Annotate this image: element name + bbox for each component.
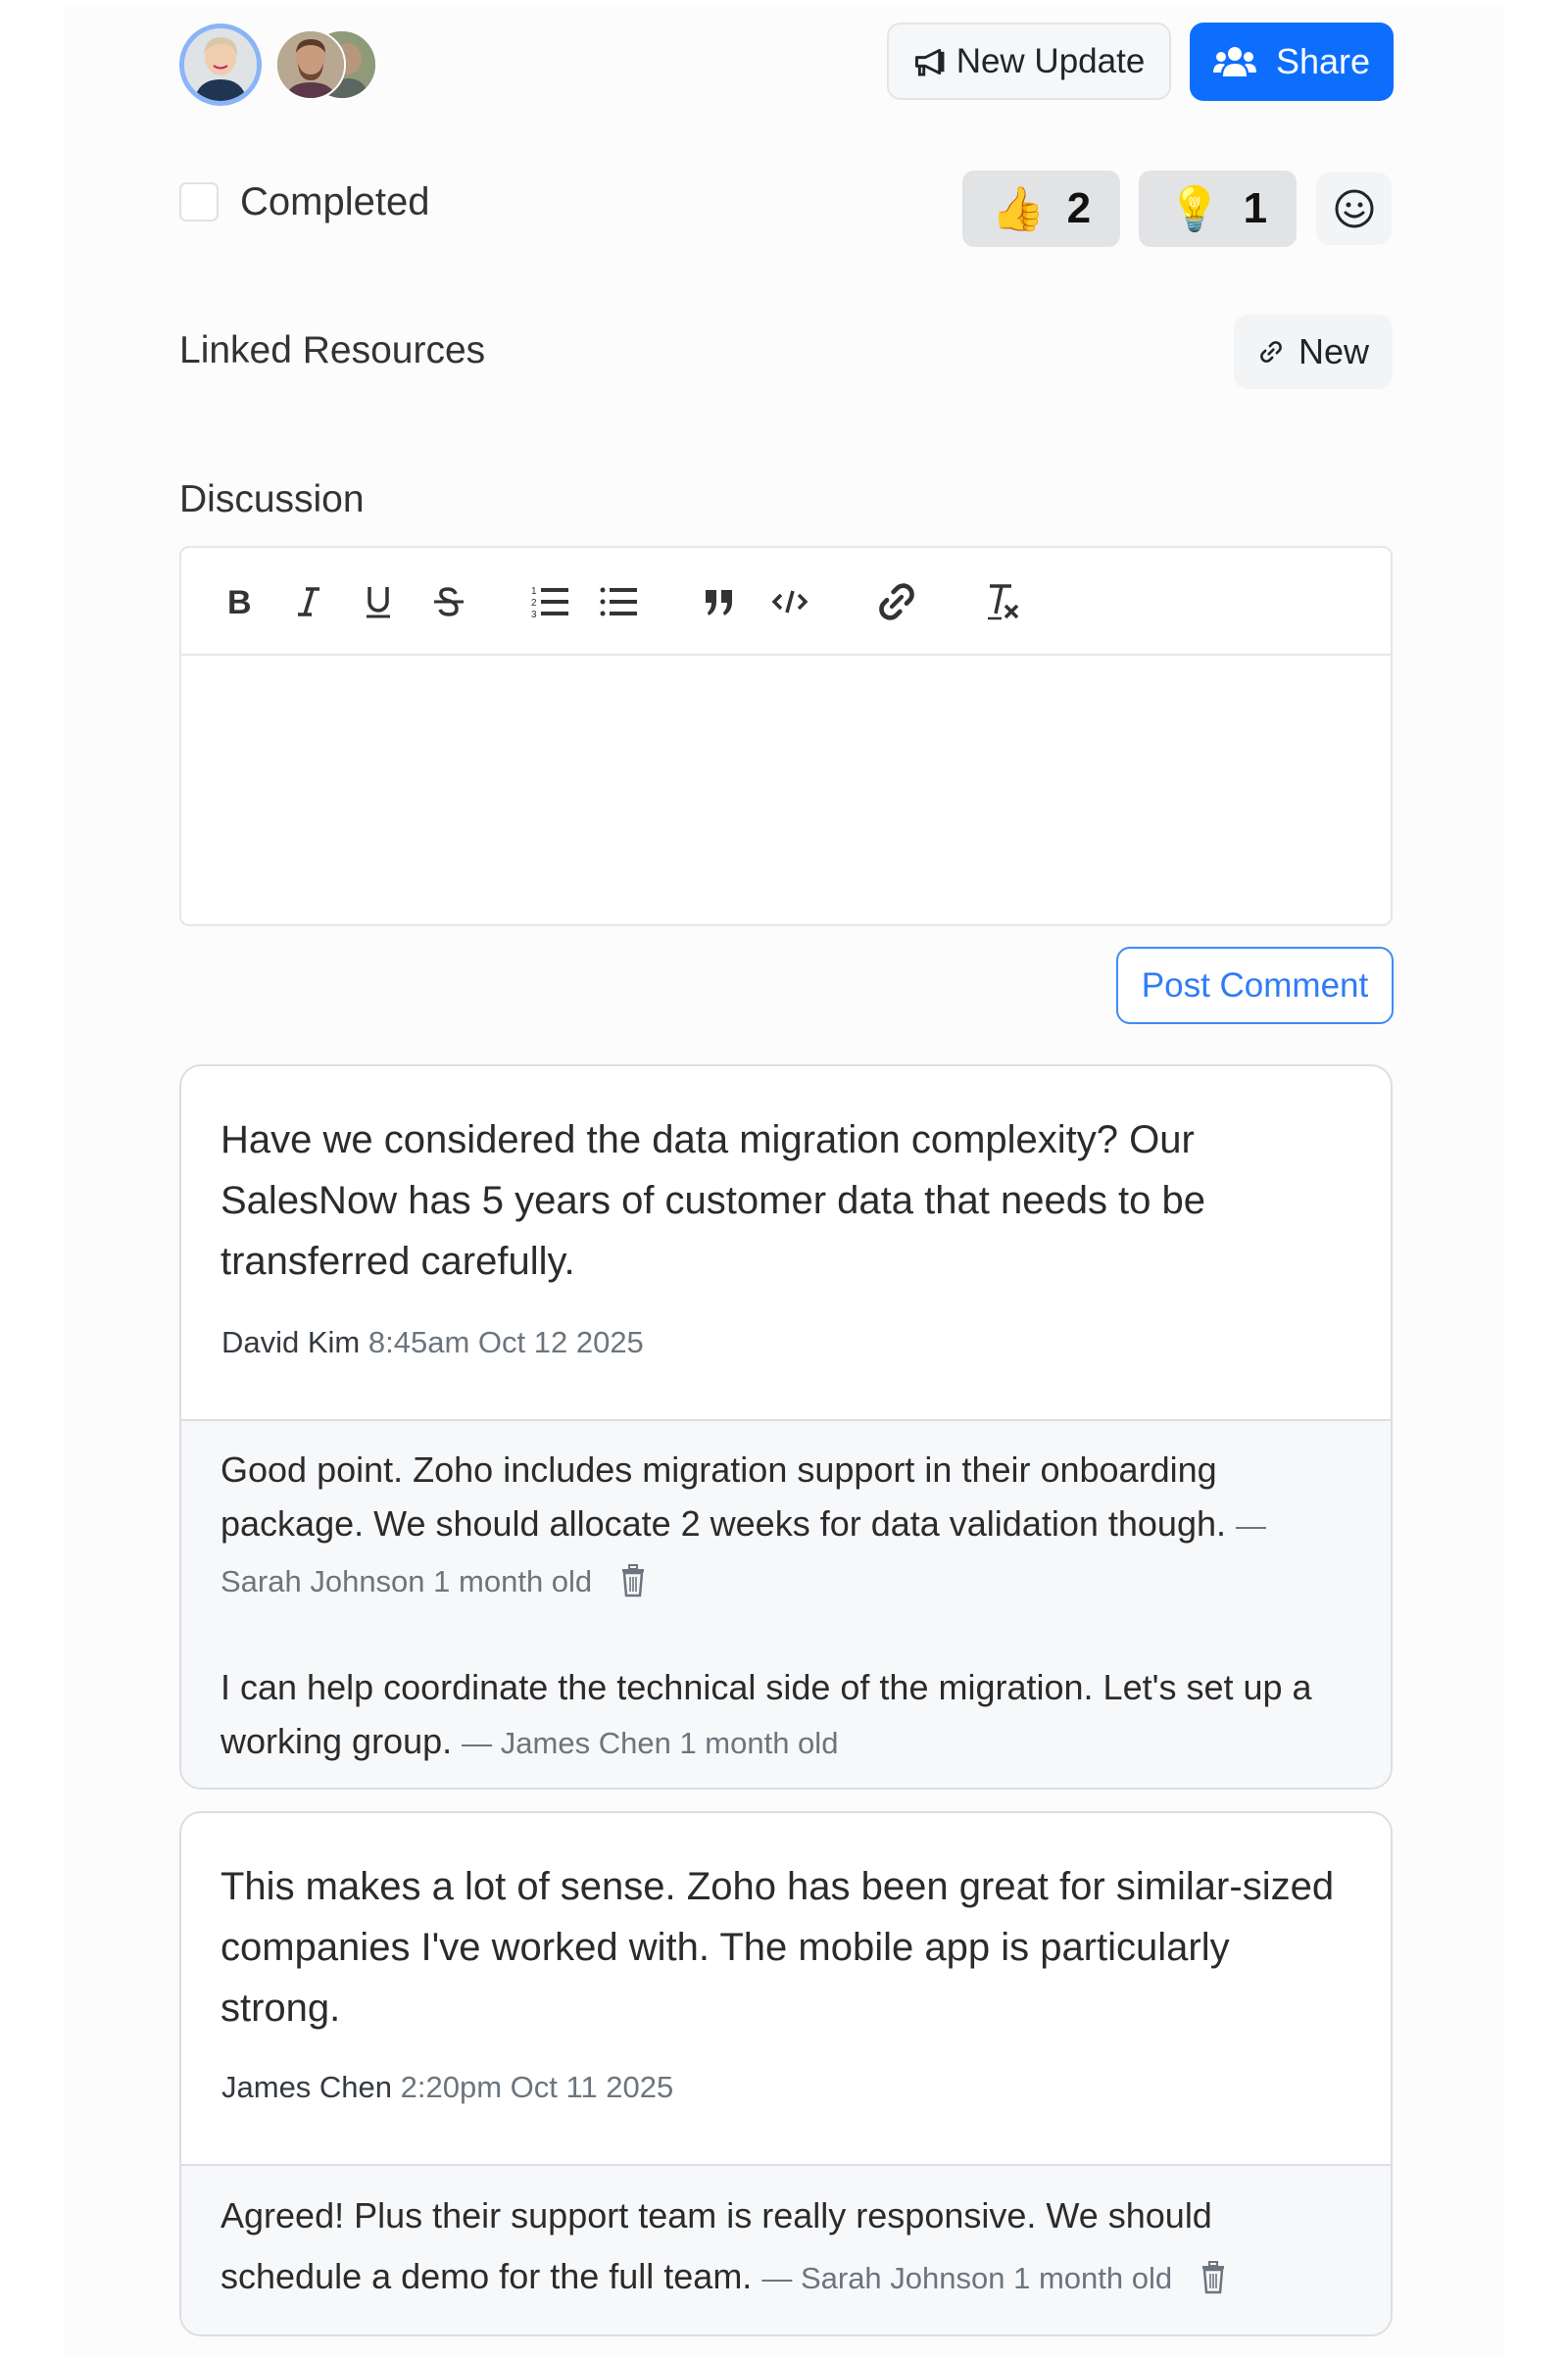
avatar-photo-woman-icon bbox=[184, 28, 257, 101]
clear-format-button[interactable] bbox=[981, 579, 1026, 624]
completed-toggle[interactable] bbox=[179, 180, 429, 223]
reply-text: Agreed! Plus their support team is really responsive. We should schedule a demo for the full team. bbox=[220, 2195, 1212, 2296]
share-button[interactable] bbox=[1190, 23, 1394, 101]
comment-card bbox=[179, 1811, 1393, 2336]
ordered-list-button[interactable] bbox=[528, 579, 573, 624]
comment-editor bbox=[179, 546, 1393, 926]
bullet-list-icon bbox=[600, 584, 639, 619]
strikethrough-button[interactable] bbox=[426, 579, 471, 624]
strikethrough-icon bbox=[432, 585, 466, 618]
add-reaction-button[interactable] bbox=[1316, 172, 1392, 245]
italic-button[interactable] bbox=[286, 579, 331, 624]
lightbulb-icon: 💡 bbox=[1167, 185, 1222, 233]
reply-age: 1 month old bbox=[433, 1564, 593, 1598]
reply-author: Sarah Johnson bbox=[220, 1564, 425, 1598]
insert-link-button[interactable] bbox=[874, 579, 919, 624]
bold-icon bbox=[224, 585, 254, 618]
reply-age: 1 month old bbox=[679, 1726, 839, 1760]
bold-button[interactable] bbox=[217, 579, 262, 624]
reply-item bbox=[181, 2166, 1391, 2313]
link-icon bbox=[877, 582, 916, 621]
new-update-button[interactable] bbox=[887, 23, 1171, 100]
reply-meta bbox=[761, 2261, 1180, 2295]
users-icon bbox=[1213, 45, 1256, 78]
reaction-thumbs-up-button[interactable] bbox=[962, 171, 1120, 247]
comment-author: James Chen bbox=[221, 2070, 393, 2104]
reply-separator: — bbox=[462, 1726, 493, 1760]
bullet-list-button[interactable] bbox=[597, 579, 642, 624]
editor-toolbar bbox=[181, 548, 1391, 656]
reaction-lightbulb-button[interactable] bbox=[1139, 171, 1297, 247]
reply-age: 1 month old bbox=[1013, 2261, 1173, 2295]
ordered-list-icon bbox=[531, 584, 570, 619]
comment-text: Have we considered the data migration complexity? Our SalesNow has 5 years of customer data that needs to be transferred carefully. bbox=[220, 1118, 1206, 1283]
post-comment-button[interactable]: Post Comment bbox=[1116, 947, 1394, 1024]
blockquote-button[interactable] bbox=[697, 579, 742, 624]
thumbs-up-icon: 👍 bbox=[991, 185, 1046, 233]
italic-icon bbox=[294, 585, 323, 618]
quote-icon bbox=[703, 586, 736, 617]
linked-resources-title: Linked Resources bbox=[179, 329, 486, 371]
reply-list bbox=[181, 2164, 1391, 2336]
avatar[interactable] bbox=[179, 24, 262, 106]
avatar[interactable] bbox=[275, 29, 346, 100]
comment-timestamp: 2:20pm Oct 11 2025 bbox=[400, 2070, 674, 2104]
code-icon bbox=[771, 587, 808, 616]
svg-text:2: 2 bbox=[531, 598, 537, 609]
comment-meta bbox=[221, 2070, 673, 2105]
share-label: Share bbox=[1275, 41, 1371, 81]
reply-author: James Chen bbox=[500, 1726, 671, 1760]
avatar-photo-man-icon bbox=[277, 31, 344, 98]
reply-list bbox=[181, 1419, 1391, 1790]
new-linked-resource-button[interactable] bbox=[1234, 315, 1393, 389]
reaction-count: 1 bbox=[1243, 184, 1268, 232]
trash-icon bbox=[1200, 2261, 1226, 2294]
comment-text: This makes a lot of sense. Zoho has been great for similar-sized companies I've worked with. The mobile app is particularly strong. bbox=[220, 1865, 1335, 2030]
completed-label: Completed bbox=[240, 179, 430, 223]
comment-meta bbox=[221, 1325, 644, 1360]
smiley-icon bbox=[1334, 188, 1375, 229]
megaphone-icon bbox=[913, 46, 949, 77]
comment-card bbox=[179, 1064, 1393, 1790]
delete-reply-button[interactable] bbox=[620, 1558, 646, 1612]
reply-text: I can help coordinate the technical side of the migration. Let's set up a working group. bbox=[220, 1667, 1312, 1761]
reaction-count: 2 bbox=[1066, 184, 1092, 232]
link-icon bbox=[1257, 338, 1285, 366]
comment-body bbox=[181, 1066, 1391, 1419]
svg-text:B: B bbox=[227, 585, 252, 618]
discussion-title: Discussion bbox=[179, 478, 365, 520]
header-row bbox=[179, 22, 1393, 110]
new-update-label: New Update bbox=[956, 41, 1146, 80]
reply-separator: — bbox=[761, 2261, 793, 2295]
clear-format-icon bbox=[984, 582, 1023, 621]
svg-text:1: 1 bbox=[531, 586, 537, 597]
reply-item bbox=[181, 1645, 1391, 1790]
svg-text:3: 3 bbox=[531, 610, 537, 619]
reply-meta bbox=[462, 1726, 838, 1760]
code-button[interactable] bbox=[767, 579, 812, 624]
comment-input[interactable] bbox=[181, 656, 1391, 926]
reply-item bbox=[181, 1421, 1391, 1645]
trash-icon bbox=[620, 1564, 646, 1597]
comment-body bbox=[181, 1813, 1391, 2164]
new-link-label: New bbox=[1298, 331, 1370, 371]
reply-separator: — bbox=[1236, 1508, 1267, 1543]
reply-author: Sarah Johnson bbox=[800, 2261, 1005, 2295]
underline-icon bbox=[364, 584, 393, 619]
reply-text: Good point. Zoho includes migration support in their onboarding package. We should allocate 2 weeks for data validation though. bbox=[220, 1449, 1226, 1544]
comment-author: David Kim bbox=[221, 1325, 361, 1359]
underline-button[interactable] bbox=[356, 579, 401, 624]
delete-reply-button[interactable] bbox=[1200, 2252, 1226, 2313]
completed-checkbox[interactable] bbox=[179, 182, 219, 221]
comment-timestamp: 8:45am Oct 12 2025 bbox=[368, 1325, 644, 1359]
